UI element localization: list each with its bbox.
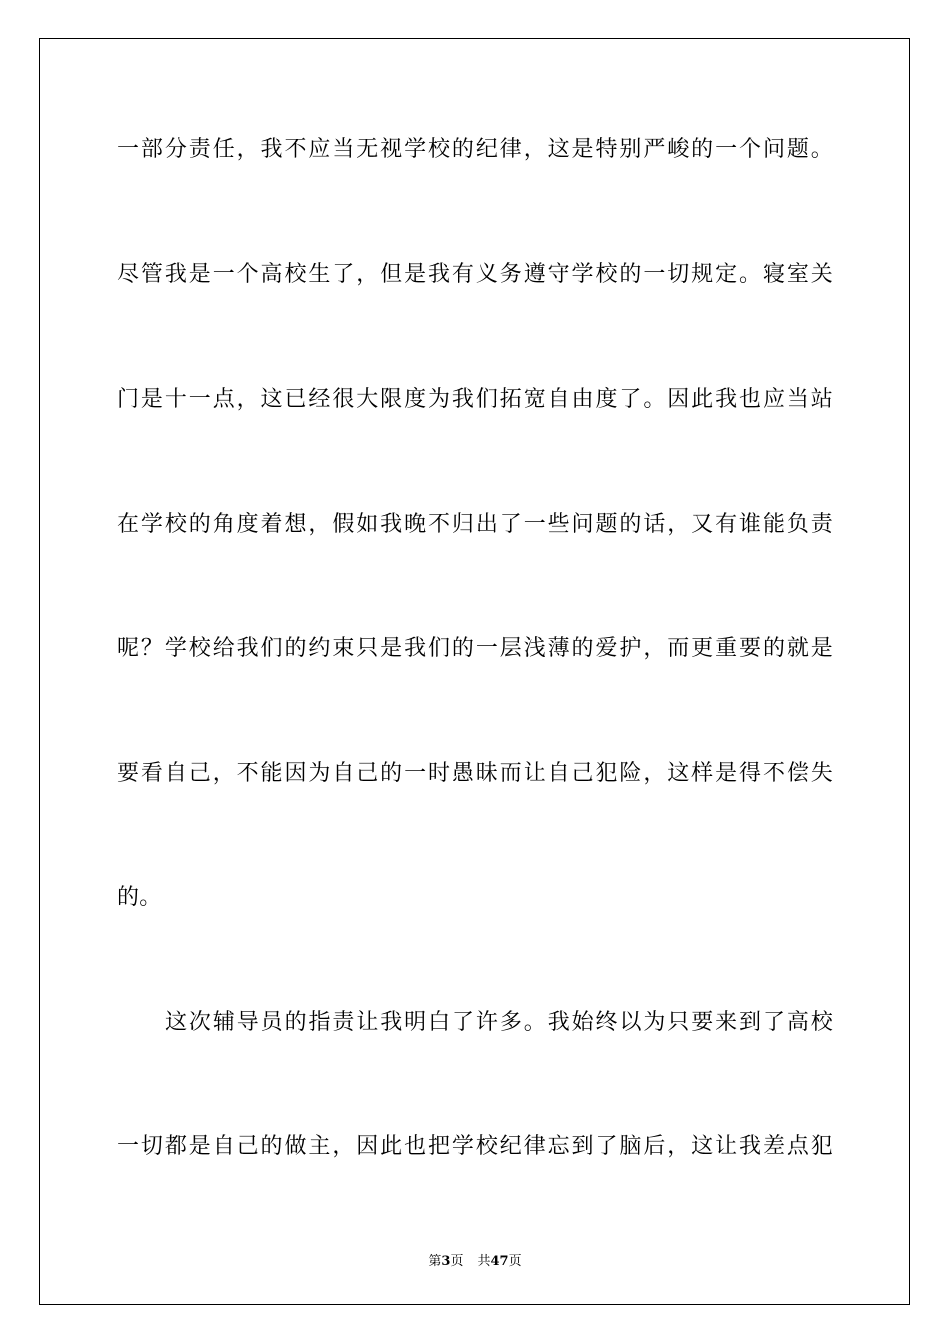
- text-line-7: 的。: [117, 885, 162, 910]
- page-number: 3: [441, 1254, 451, 1269]
- text-line-9: 一切都是自己的做主，因此也把学校纪律忘到了脑后，这让我差点犯: [117, 1134, 833, 1159]
- text-line-1: 一部分责任，我不应当无视学校的纪律，这是特别严峻的一个问题。: [117, 137, 833, 162]
- total-pages: 47: [490, 1254, 509, 1269]
- total-prefix: 共: [477, 1254, 491, 1269]
- page-footer: [0, 1250, 950, 1269]
- total-suffix: 页: [508, 1254, 522, 1269]
- page-suffix: 页: [450, 1254, 464, 1269]
- text-line-2: 尽管我是一个高校生了，但是我有义务遵守学校的一切规定。寝室关: [117, 262, 833, 287]
- text-line-3: 门是十一点，这已经很大限度为我们拓宽自由度了。因此我也应当站: [117, 387, 833, 412]
- text-line-4: 在学校的角度着想，假如我晚不归出了一些问题的话，又有谁能负责: [117, 512, 833, 537]
- text-line-5: 呢？学校给我们的约束只是我们的一层浅薄的爱护，而更重要的就是: [117, 636, 833, 661]
- paragraph-first-line: 这次辅导员的指责让我明白了许多。我始终以为只要来到了高校: [165, 1010, 833, 1035]
- text-line-6: 要看自己，不能因为自己的一时愚昧而让自己犯险，这样是得不偿失: [117, 761, 833, 786]
- page-prefix: 第: [428, 1254, 442, 1269]
- page-border: [39, 38, 910, 1305]
